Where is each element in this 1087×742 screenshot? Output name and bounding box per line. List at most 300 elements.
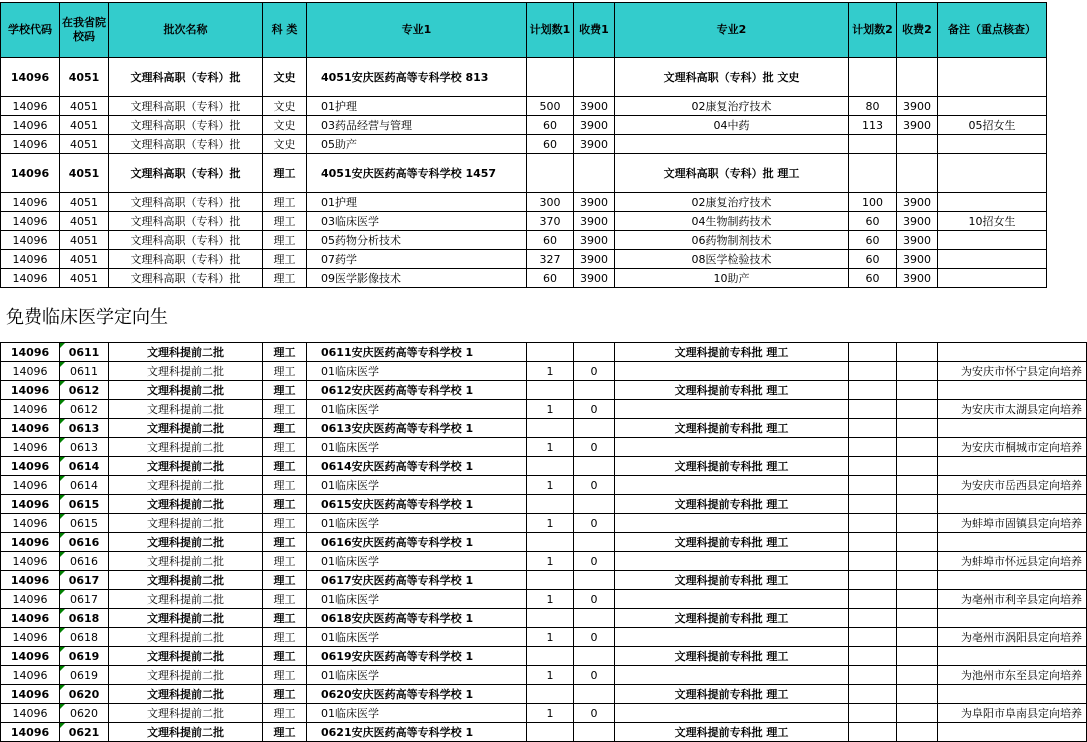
fee2-cell[interactable] — [897, 723, 938, 742]
local-code-cell[interactable]: 4051 — [60, 250, 109, 269]
major1-cell[interactable]: 01临床医学 — [307, 362, 527, 381]
fee2-cell[interactable]: 3900 — [897, 212, 938, 231]
batch-cell[interactable]: 文理科高职（专科）批 — [109, 231, 263, 250]
category-cell[interactable]: 理工 — [263, 419, 307, 438]
fee1-cell[interactable]: 0 — [574, 666, 615, 685]
fee2-cell[interactable] — [897, 362, 938, 381]
major2-cell[interactable]: 文理科提前专科批 理工 — [615, 571, 849, 590]
plan1-cell[interactable] — [527, 647, 574, 666]
plan2-cell[interactable] — [849, 362, 897, 381]
header-fee2[interactable]: 收费2 — [897, 3, 938, 58]
remark-cell[interactable]: 为安庆市怀宁县定向培养 — [938, 362, 1087, 381]
major1-cell[interactable]: 0616安庆医药高等专科学校 1 — [307, 533, 527, 552]
fee2-cell[interactable] — [897, 457, 938, 476]
local-code-cell[interactable]: 4051 — [60, 231, 109, 250]
remark-cell[interactable] — [938, 723, 1087, 742]
batch-cell[interactable]: 文理科提前二批 — [109, 476, 263, 495]
fee1-cell[interactable]: 0 — [574, 362, 615, 381]
header-major1[interactable]: 专业1 — [307, 3, 527, 58]
plan1-cell[interactable]: 1 — [527, 438, 574, 457]
plan2-cell[interactable] — [849, 552, 897, 571]
major1-cell[interactable]: 01临床医学 — [307, 514, 527, 533]
header-remark[interactable]: 备注（重点核查） — [938, 3, 1047, 58]
fee1-cell[interactable] — [574, 58, 615, 97]
batch-cell[interactable]: 文理科提前二批 — [109, 590, 263, 609]
major1-cell[interactable]: 01临床医学 — [307, 476, 527, 495]
school-code-cell[interactable]: 14096 — [1, 97, 60, 116]
plan1-cell[interactable]: 1 — [527, 362, 574, 381]
major1-cell[interactable]: 01临床医学 — [307, 438, 527, 457]
remark-cell[interactable] — [938, 495, 1087, 514]
fee2-cell[interactable] — [897, 533, 938, 552]
plan1-cell[interactable] — [527, 495, 574, 514]
plan2-cell[interactable]: 60 — [849, 269, 897, 288]
category-cell[interactable]: 文史 — [263, 135, 307, 154]
major2-cell[interactable] — [615, 135, 849, 154]
local-code-cell[interactable]: 4051 — [60, 116, 109, 135]
plan1-cell[interactable] — [527, 685, 574, 704]
fee1-cell[interactable] — [574, 419, 615, 438]
major1-cell[interactable]: 01临床医学 — [307, 704, 527, 723]
batch-cell[interactable]: 文理科高职（专科）批 — [109, 250, 263, 269]
major2-cell[interactable]: 文理科提前专科批 理工 — [615, 647, 849, 666]
local-code-cell[interactable]: 0617 — [60, 571, 109, 590]
school-code-cell[interactable]: 14096 — [1, 250, 60, 269]
category-cell[interactable]: 理工 — [263, 628, 307, 647]
remark-cell[interactable] — [938, 97, 1047, 116]
school-code-cell[interactable]: 14096 — [1, 533, 60, 552]
remark-cell[interactable] — [938, 381, 1087, 400]
school-code-cell[interactable]: 14096 — [1, 269, 60, 288]
school-code-cell[interactable]: 14096 — [1, 343, 60, 362]
fee1-cell[interactable] — [574, 495, 615, 514]
school-code-cell[interactable]: 14096 — [1, 193, 60, 212]
fee2-cell[interactable] — [897, 590, 938, 609]
school-code-cell[interactable]: 14096 — [1, 495, 60, 514]
school-code-cell[interactable]: 14096 — [1, 609, 60, 628]
plan2-cell[interactable]: 100 — [849, 193, 897, 212]
fee1-cell[interactable]: 0 — [574, 438, 615, 457]
remark-cell[interactable] — [938, 685, 1087, 704]
remark-cell[interactable] — [938, 269, 1047, 288]
fee2-cell[interactable] — [897, 495, 938, 514]
major2-cell[interactable]: 04中药 — [615, 116, 849, 135]
plan1-cell[interactable]: 1 — [527, 400, 574, 419]
local-code-cell[interactable]: 0611 — [60, 343, 109, 362]
fee1-cell[interactable]: 3900 — [574, 116, 615, 135]
major1-cell[interactable]: 4051安庆医药高等专科学校 813 — [307, 58, 527, 97]
school-code-cell[interactable]: 14096 — [1, 231, 60, 250]
batch-cell[interactable]: 文理科高职（专科）批 — [109, 135, 263, 154]
major1-cell[interactable]: 03临床医学 — [307, 212, 527, 231]
plan1-cell[interactable]: 500 — [527, 97, 574, 116]
major2-cell[interactable]: 02康复治疗技术 — [615, 193, 849, 212]
plan1-cell[interactable] — [527, 154, 574, 193]
plan1-cell[interactable]: 300 — [527, 193, 574, 212]
batch-cell[interactable]: 文理科高职（专科）批 — [109, 116, 263, 135]
major1-cell[interactable]: 0618安庆医药高等专科学校 1 — [307, 609, 527, 628]
batch-cell[interactable]: 文理科提前二批 — [109, 514, 263, 533]
category-cell[interactable]: 理工 — [263, 552, 307, 571]
major2-cell[interactable] — [615, 476, 849, 495]
local-code-cell[interactable]: 0621 — [60, 723, 109, 742]
remark-cell[interactable]: 为安庆市太湖县定向培养 — [938, 400, 1087, 419]
plan1-cell[interactable]: 60 — [527, 116, 574, 135]
major2-cell[interactable]: 文理科提前专科批 理工 — [615, 685, 849, 704]
school-code-cell[interactable]: 14096 — [1, 514, 60, 533]
major2-cell[interactable] — [615, 628, 849, 647]
category-cell[interactable]: 理工 — [263, 212, 307, 231]
school-code-cell[interactable]: 14096 — [1, 419, 60, 438]
major2-cell[interactable] — [615, 514, 849, 533]
fee2-cell[interactable] — [897, 571, 938, 590]
plan1-cell[interactable]: 60 — [527, 269, 574, 288]
category-cell[interactable]: 理工 — [263, 609, 307, 628]
major2-cell[interactable]: 02康复治疗技术 — [615, 97, 849, 116]
fee2-cell[interactable] — [897, 704, 938, 723]
major2-cell[interactable]: 08医学检验技术 — [615, 250, 849, 269]
plan2-cell[interactable]: 113 — [849, 116, 897, 135]
remark-cell[interactable]: 为蚌埠市固镇县定向培养 — [938, 514, 1087, 533]
header-fee1[interactable]: 收费1 — [574, 3, 615, 58]
plan2-cell[interactable] — [849, 628, 897, 647]
major1-cell[interactable]: 0613安庆医药高等专科学校 1 — [307, 419, 527, 438]
fee2-cell[interactable] — [897, 58, 938, 97]
school-code-cell[interactable]: 14096 — [1, 666, 60, 685]
fee1-cell[interactable] — [574, 609, 615, 628]
major1-cell[interactable]: 05助产 — [307, 135, 527, 154]
category-cell[interactable]: 文史 — [263, 58, 307, 97]
fee1-cell[interactable]: 3900 — [574, 193, 615, 212]
batch-cell[interactable]: 文理科提前二批 — [109, 723, 263, 742]
fee1-cell[interactable] — [574, 533, 615, 552]
school-code-cell[interactable]: 14096 — [1, 685, 60, 704]
batch-cell[interactable]: 文理科提前二批 — [109, 571, 263, 590]
category-cell[interactable]: 理工 — [263, 666, 307, 685]
remark-cell[interactable]: 为安庆市岳西县定向培养 — [938, 476, 1087, 495]
plan1-cell[interactable]: 370 — [527, 212, 574, 231]
fee2-cell[interactable]: 3900 — [897, 193, 938, 212]
fee2-cell[interactable] — [897, 628, 938, 647]
fee2-cell[interactable] — [897, 438, 938, 457]
header-major2[interactable]: 专业2 — [615, 3, 849, 58]
batch-cell[interactable]: 文理科高职（专科）批 — [109, 193, 263, 212]
major1-cell[interactable]: 01临床医学 — [307, 666, 527, 685]
local-code-cell[interactable]: 4051 — [60, 193, 109, 212]
plan2-cell[interactable]: 80 — [849, 97, 897, 116]
remark-cell[interactable] — [938, 58, 1047, 97]
fee2-cell[interactable] — [897, 343, 938, 362]
plan2-cell[interactable] — [849, 438, 897, 457]
school-code-cell[interactable]: 14096 — [1, 647, 60, 666]
fee2-cell[interactable]: 3900 — [897, 231, 938, 250]
batch-cell[interactable]: 文理科高职（专科）批 — [109, 269, 263, 288]
plan2-cell[interactable] — [849, 135, 897, 154]
fee1-cell[interactable]: 0 — [574, 704, 615, 723]
remark-cell[interactable] — [938, 533, 1087, 552]
plan1-cell[interactable]: 60 — [527, 231, 574, 250]
category-cell[interactable]: 理工 — [263, 381, 307, 400]
plan2-cell[interactable]: 60 — [849, 250, 897, 269]
local-code-cell[interactable]: 0617 — [60, 590, 109, 609]
remark-cell[interactable] — [938, 571, 1087, 590]
remark-cell[interactable] — [938, 231, 1047, 250]
school-code-cell[interactable]: 14096 — [1, 590, 60, 609]
category-cell[interactable]: 理工 — [263, 343, 307, 362]
major1-cell[interactable]: 01临床医学 — [307, 552, 527, 571]
plan2-cell[interactable] — [849, 58, 897, 97]
school-code-cell[interactable]: 14096 — [1, 571, 60, 590]
major2-cell[interactable]: 06药物制剂技术 — [615, 231, 849, 250]
major1-cell[interactable]: 0620安庆医药高等专科学校 1 — [307, 685, 527, 704]
major2-cell[interactable] — [615, 590, 849, 609]
major1-cell[interactable]: 0612安庆医药高等专科学校 1 — [307, 381, 527, 400]
school-code-cell[interactable]: 14096 — [1, 552, 60, 571]
fee2-cell[interactable] — [897, 609, 938, 628]
remark-cell[interactable] — [938, 343, 1087, 362]
major1-cell[interactable]: 05药物分析技术 — [307, 231, 527, 250]
major1-cell[interactable]: 09医学影像技术 — [307, 269, 527, 288]
remark-cell[interactable] — [938, 154, 1047, 193]
major1-cell[interactable]: 01临床医学 — [307, 590, 527, 609]
batch-cell[interactable]: 文理科高职（专科）批 — [109, 58, 263, 97]
school-code-cell[interactable]: 14096 — [1, 438, 60, 457]
batch-cell[interactable]: 文理科提前二批 — [109, 533, 263, 552]
plan1-cell[interactable] — [527, 533, 574, 552]
remark-cell[interactable]: 为阜阳市阜南县定向培养 — [938, 704, 1087, 723]
plan1-cell[interactable]: 1 — [527, 704, 574, 723]
major2-cell[interactable] — [615, 704, 849, 723]
fee2-cell[interactable] — [897, 419, 938, 438]
school-code-cell[interactable]: 14096 — [1, 362, 60, 381]
plan1-cell[interactable] — [527, 457, 574, 476]
plan2-cell[interactable] — [849, 495, 897, 514]
school-code-cell[interactable]: 14096 — [1, 457, 60, 476]
major2-cell[interactable] — [615, 552, 849, 571]
major1-cell[interactable]: 0619安庆医药高等专科学校 1 — [307, 647, 527, 666]
school-code-cell[interactable]: 14096 — [1, 400, 60, 419]
plan1-cell[interactable]: 1 — [527, 514, 574, 533]
remark-cell[interactable] — [938, 250, 1047, 269]
local-code-cell[interactable]: 0618 — [60, 609, 109, 628]
fee1-cell[interactable]: 3900 — [574, 97, 615, 116]
local-code-cell[interactable]: 0619 — [60, 647, 109, 666]
fee1-cell[interactable]: 3900 — [574, 269, 615, 288]
fee2-cell[interactable]: 3900 — [897, 116, 938, 135]
plan2-cell[interactable] — [849, 457, 897, 476]
fee1-cell[interactable] — [574, 343, 615, 362]
local-code-cell[interactable]: 4051 — [60, 154, 109, 193]
batch-cell[interactable]: 文理科提前二批 — [109, 362, 263, 381]
plan1-cell[interactable] — [527, 723, 574, 742]
plan2-cell[interactable] — [849, 514, 897, 533]
batch-cell[interactable]: 文理科提前二批 — [109, 495, 263, 514]
fee2-cell[interactable]: 3900 — [897, 250, 938, 269]
local-code-cell[interactable]: 4051 — [60, 135, 109, 154]
fee2-cell[interactable] — [897, 476, 938, 495]
category-cell[interactable]: 文史 — [263, 97, 307, 116]
header-plan1[interactable]: 计划数1 — [527, 3, 574, 58]
category-cell[interactable]: 理工 — [263, 269, 307, 288]
local-code-cell[interactable]: 0614 — [60, 457, 109, 476]
batch-cell[interactable]: 文理科提前二批 — [109, 647, 263, 666]
plan2-cell[interactable] — [849, 647, 897, 666]
remark-cell[interactable]: 为蚌埠市怀远县定向培养 — [938, 552, 1087, 571]
header-school-code[interactable]: 学校代码 — [1, 3, 60, 58]
fee1-cell[interactable]: 0 — [574, 514, 615, 533]
major2-cell[interactable]: 文理科提前专科批 理工 — [615, 723, 849, 742]
header-local-code[interactable]: 在我省院校码 — [60, 3, 109, 58]
major2-cell[interactable] — [615, 438, 849, 457]
fee1-cell[interactable] — [574, 685, 615, 704]
batch-cell[interactable]: 文理科高职（专科）批 — [109, 212, 263, 231]
fee1-cell[interactable]: 3900 — [574, 135, 615, 154]
major2-cell[interactable]: 文理科提前专科批 理工 — [615, 533, 849, 552]
header-plan2[interactable]: 计划数2 — [849, 3, 897, 58]
local-code-cell[interactable]: 0616 — [60, 533, 109, 552]
plan2-cell[interactable]: 60 — [849, 212, 897, 231]
plan1-cell[interactable]: 1 — [527, 666, 574, 685]
batch-cell[interactable]: 文理科提前二批 — [109, 419, 263, 438]
remark-cell[interactable]: 为安庆市桐城市定向培养 — [938, 438, 1087, 457]
plan1-cell[interactable] — [527, 419, 574, 438]
fee2-cell[interactable] — [897, 647, 938, 666]
local-code-cell[interactable]: 0616 — [60, 552, 109, 571]
plan2-cell[interactable] — [849, 685, 897, 704]
fee2-cell[interactable] — [897, 154, 938, 193]
plan2-cell[interactable] — [849, 571, 897, 590]
fee2-cell[interactable] — [897, 666, 938, 685]
major1-cell[interactable]: 01护理 — [307, 193, 527, 212]
plan1-cell[interactable]: 1 — [527, 552, 574, 571]
category-cell[interactable]: 理工 — [263, 476, 307, 495]
major2-cell[interactable]: 04生物制药技术 — [615, 212, 849, 231]
major1-cell[interactable]: 0611安庆医药高等专科学校 1 — [307, 343, 527, 362]
school-code-cell[interactable]: 14096 — [1, 381, 60, 400]
category-cell[interactable]: 理工 — [263, 514, 307, 533]
major2-cell[interactable]: 文理科提前专科批 理工 — [615, 495, 849, 514]
category-cell[interactable]: 理工 — [263, 400, 307, 419]
category-cell[interactable]: 理工 — [263, 457, 307, 476]
local-code-cell[interactable]: 4051 — [60, 58, 109, 97]
batch-cell[interactable]: 文理科提前二批 — [109, 704, 263, 723]
local-code-cell[interactable]: 4051 — [60, 269, 109, 288]
category-cell[interactable]: 理工 — [263, 571, 307, 590]
school-code-cell[interactable]: 14096 — [1, 116, 60, 135]
fee1-cell[interactable]: 3900 — [574, 231, 615, 250]
fee2-cell[interactable] — [897, 135, 938, 154]
plan1-cell[interactable]: 60 — [527, 135, 574, 154]
batch-cell[interactable]: 文理科高职（专科）批 — [109, 97, 263, 116]
local-code-cell[interactable]: 0611 — [60, 362, 109, 381]
local-code-cell[interactable]: 0618 — [60, 628, 109, 647]
plan1-cell[interactable] — [527, 381, 574, 400]
plan2-cell[interactable] — [849, 154, 897, 193]
fee1-cell[interactable]: 3900 — [574, 250, 615, 269]
batch-cell[interactable]: 文理科提前二批 — [109, 438, 263, 457]
batch-cell[interactable]: 文理科提前二批 — [109, 343, 263, 362]
header-batch[interactable]: 批次名称 — [109, 3, 263, 58]
major2-cell[interactable] — [615, 362, 849, 381]
major1-cell[interactable]: 0617安庆医药高等专科学校 1 — [307, 571, 527, 590]
major2-cell[interactable]: 10助产 — [615, 269, 849, 288]
batch-cell[interactable]: 文理科提前二批 — [109, 628, 263, 647]
batch-cell[interactable]: 文理科提前二批 — [109, 457, 263, 476]
plan1-cell[interactable] — [527, 58, 574, 97]
remark-cell[interactable]: 10招女生 — [938, 212, 1047, 231]
category-cell[interactable]: 理工 — [263, 533, 307, 552]
plan2-cell[interactable] — [849, 381, 897, 400]
remark-cell[interactable] — [938, 647, 1087, 666]
category-cell[interactable]: 理工 — [263, 723, 307, 742]
major1-cell[interactable]: 07药学 — [307, 250, 527, 269]
school-code-cell[interactable]: 14096 — [1, 704, 60, 723]
plan1-cell[interactable] — [527, 343, 574, 362]
major1-cell[interactable]: 0615安庆医药高等专科学校 1 — [307, 495, 527, 514]
fee2-cell[interactable]: 3900 — [897, 97, 938, 116]
plan2-cell[interactable] — [849, 533, 897, 552]
category-cell[interactable]: 理工 — [263, 154, 307, 193]
category-cell[interactable]: 理工 — [263, 250, 307, 269]
local-code-cell[interactable]: 0613 — [60, 438, 109, 457]
header-category[interactable]: 科 类 — [263, 3, 307, 58]
fee1-cell[interactable]: 0 — [574, 628, 615, 647]
local-code-cell[interactable]: 0615 — [60, 514, 109, 533]
local-code-cell[interactable]: 0620 — [60, 685, 109, 704]
fee1-cell[interactable]: 0 — [574, 400, 615, 419]
plan1-cell[interactable]: 1 — [527, 476, 574, 495]
batch-cell[interactable]: 文理科提前二批 — [109, 381, 263, 400]
major1-cell[interactable]: 01临床医学 — [307, 628, 527, 647]
fee2-cell[interactable]: 3900 — [897, 269, 938, 288]
school-code-cell[interactable]: 14096 — [1, 135, 60, 154]
remark-cell[interactable] — [938, 457, 1087, 476]
plan2-cell[interactable] — [849, 343, 897, 362]
local-code-cell[interactable]: 0612 — [60, 400, 109, 419]
plan2-cell[interactable] — [849, 666, 897, 685]
plan2-cell[interactable] — [849, 400, 897, 419]
plan2-cell[interactable] — [849, 476, 897, 495]
category-cell[interactable]: 理工 — [263, 590, 307, 609]
school-code-cell[interactable]: 14096 — [1, 476, 60, 495]
remark-cell[interactable]: 为池州市东至县定向培养 — [938, 666, 1087, 685]
batch-cell[interactable]: 文理科提前二批 — [109, 666, 263, 685]
major2-cell[interactable]: 文理科提前专科批 理工 — [615, 381, 849, 400]
major1-cell[interactable]: 01护理 — [307, 97, 527, 116]
plan2-cell[interactable] — [849, 419, 897, 438]
remark-cell[interactable]: 为亳州市利辛县定向培养 — [938, 590, 1087, 609]
category-cell[interactable]: 理工 — [263, 704, 307, 723]
fee1-cell[interactable] — [574, 154, 615, 193]
local-code-cell[interactable]: 0612 — [60, 381, 109, 400]
plan1-cell[interactable] — [527, 609, 574, 628]
category-cell[interactable]: 理工 — [263, 193, 307, 212]
batch-cell[interactable]: 文理科提前二批 — [109, 400, 263, 419]
plan1-cell[interactable]: 1 — [527, 628, 574, 647]
plan2-cell[interactable]: 60 — [849, 231, 897, 250]
category-cell[interactable]: 理工 — [263, 647, 307, 666]
fee1-cell[interactable] — [574, 647, 615, 666]
plan2-cell[interactable] — [849, 609, 897, 628]
major2-cell[interactable]: 文理科提前专科批 理工 — [615, 609, 849, 628]
school-code-cell[interactable]: 14096 — [1, 723, 60, 742]
fee1-cell[interactable]: 3900 — [574, 212, 615, 231]
fee1-cell[interactable] — [574, 571, 615, 590]
plan1-cell[interactable] — [527, 571, 574, 590]
major1-cell[interactable]: 4051安庆医药高等专科学校 1457 — [307, 154, 527, 193]
local-code-cell[interactable]: 0619 — [60, 666, 109, 685]
remark-cell[interactable]: 为亳州市涡阳县定向培养 — [938, 628, 1087, 647]
